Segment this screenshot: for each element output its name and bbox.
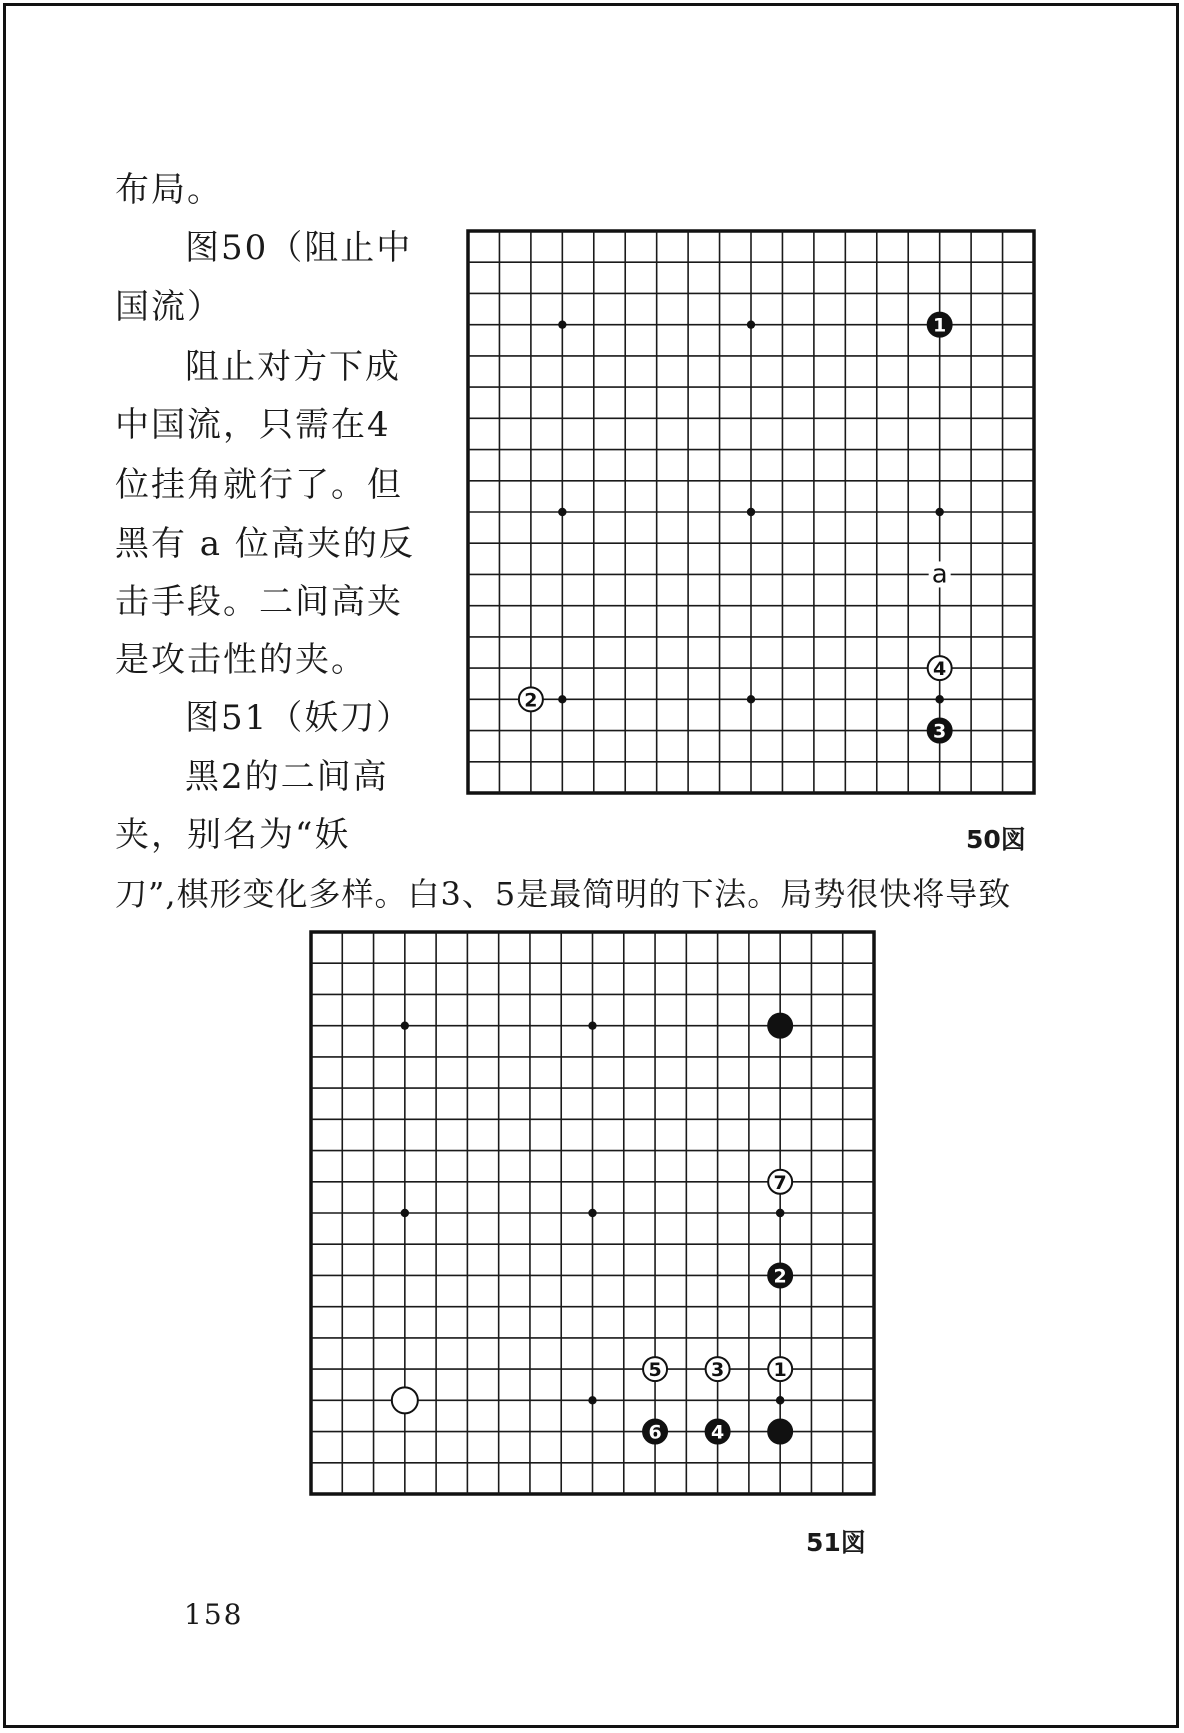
star-point bbox=[558, 508, 566, 516]
text-line-1: 布局。 bbox=[115, 170, 223, 210]
star-point bbox=[935, 508, 943, 516]
go-board-figure-50 bbox=[466, 229, 1036, 795]
figure-51-caption: 51図 bbox=[806, 1528, 866, 1557]
white-stone bbox=[392, 1387, 418, 1413]
go-board-figure-51 bbox=[309, 930, 876, 1496]
white-stone-2 bbox=[519, 687, 543, 711]
star-point bbox=[558, 320, 566, 328]
black-stone-4 bbox=[706, 1420, 730, 1444]
stone-number: 3 bbox=[933, 720, 947, 743]
board-51-svg bbox=[309, 930, 876, 1496]
stone-number: 7 bbox=[773, 1171, 787, 1194]
text-line-5: 中国流，只需在4 bbox=[115, 405, 391, 445]
star-point bbox=[401, 1021, 409, 1029]
text-line-12: 夹，别名为“妖 bbox=[115, 815, 351, 855]
white-stone-1 bbox=[768, 1357, 792, 1381]
text-line-2: 图50（阻止中 bbox=[185, 228, 413, 268]
stone-number: 5 bbox=[648, 1359, 662, 1382]
figure-50-caption: 50図 bbox=[966, 825, 1026, 854]
stone-number: 4 bbox=[710, 1421, 725, 1444]
stone-number: 1 bbox=[773, 1359, 787, 1382]
black-stone-2 bbox=[768, 1263, 792, 1287]
stone-number: 3 bbox=[710, 1359, 725, 1382]
star-point bbox=[747, 695, 755, 703]
board-point bbox=[776, 1209, 784, 1217]
stone-body bbox=[768, 1014, 792, 1038]
board-point bbox=[935, 695, 943, 703]
stone-number: 6 bbox=[648, 1421, 662, 1444]
stone-number: 1 bbox=[933, 314, 947, 337]
star-point bbox=[747, 508, 755, 516]
star-point bbox=[747, 320, 755, 328]
text-line-4: 阻止对方下成 bbox=[185, 347, 401, 387]
black-stone bbox=[768, 1420, 792, 1444]
stone-body bbox=[768, 1420, 792, 1444]
board-point bbox=[776, 1396, 784, 1404]
text-line-3: 国流） bbox=[115, 287, 223, 327]
board-50-svg bbox=[466, 229, 1036, 795]
stone-number: 4 bbox=[933, 658, 947, 681]
white-stone-5 bbox=[643, 1357, 667, 1381]
text-line-9: 是攻击性的夹。 bbox=[115, 640, 367, 680]
white-stone-4 bbox=[928, 656, 952, 680]
marker-label: a bbox=[931, 559, 948, 590]
text-line-6: 位挂角就行了。但 bbox=[115, 465, 403, 505]
white-stone-3 bbox=[706, 1357, 730, 1381]
page-number: 158 bbox=[184, 1598, 244, 1631]
star-point bbox=[588, 1021, 596, 1029]
text-line-8: 击手段。二间高夹 bbox=[115, 582, 403, 622]
black-stone bbox=[768, 1014, 792, 1038]
stone-number: 2 bbox=[524, 689, 538, 712]
black-stone-1 bbox=[928, 313, 952, 337]
star-point bbox=[401, 1209, 409, 1217]
white-stone-7 bbox=[768, 1170, 792, 1194]
black-stone-6 bbox=[643, 1420, 667, 1444]
text-line-13: 刀”,棋形变化多样。白3、5是最简明的下法。局势很快将导致 bbox=[115, 875, 1012, 913]
text-line-7: 黑有 a 位高夹的反 bbox=[115, 524, 415, 564]
stone-body bbox=[392, 1387, 418, 1413]
star-point bbox=[588, 1396, 596, 1404]
text-line-11: 黑2的二间高 bbox=[185, 757, 389, 797]
stone-number: 2 bbox=[773, 1265, 787, 1288]
black-stone-3 bbox=[928, 719, 952, 743]
text-line-10: 图51（妖刀） bbox=[185, 698, 413, 738]
star-point bbox=[588, 1209, 596, 1217]
star-point bbox=[558, 695, 566, 703]
